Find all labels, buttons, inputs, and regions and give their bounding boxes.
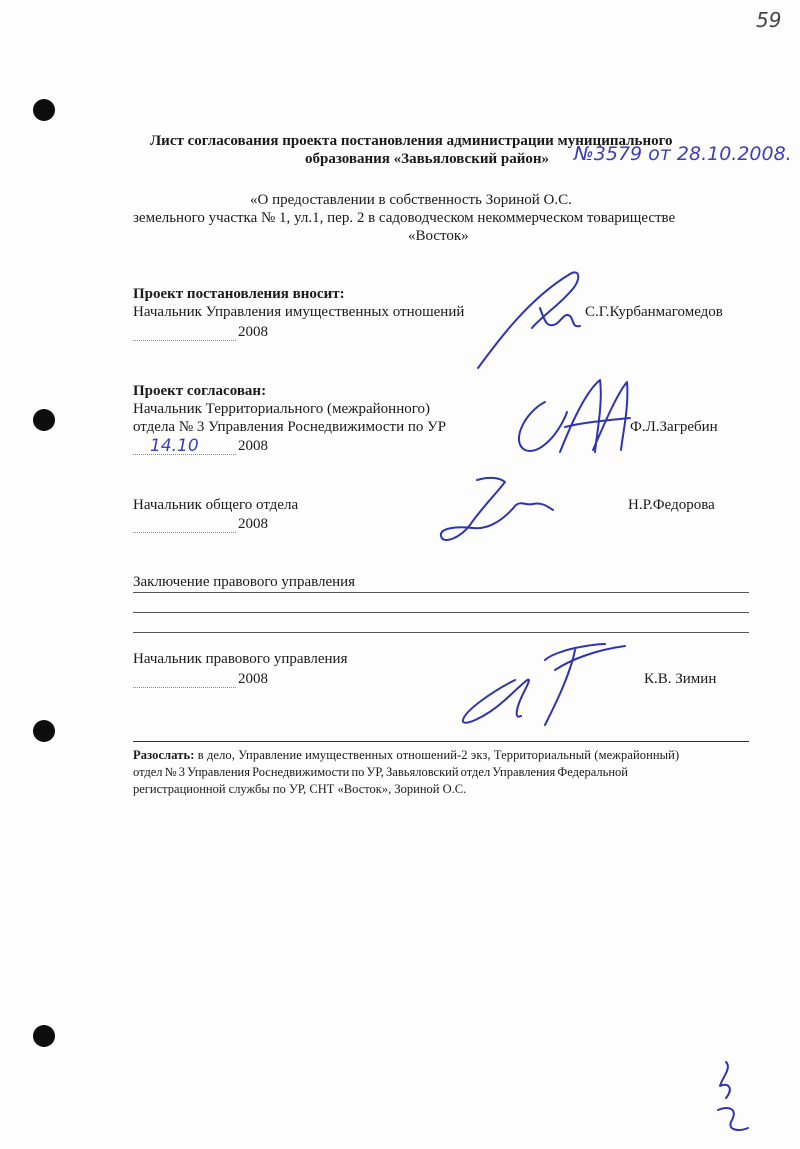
binder-hole bbox=[33, 1025, 55, 1047]
conclusion-line bbox=[133, 592, 749, 593]
legal-conclusion-label: Заключение правового управления bbox=[133, 574, 356, 590]
distribution-label: Разослать: bbox=[133, 748, 195, 762]
binder-hole bbox=[33, 409, 55, 431]
date-blank bbox=[133, 687, 236, 688]
separator bbox=[133, 741, 749, 742]
binder-hole bbox=[33, 99, 55, 121]
approver-position-line-1: Начальник Территориального (межрайонного) bbox=[133, 401, 430, 417]
subject-line-2: земельного участка № 1, ул.1, пер. 2 в садоводческом некоммерческом товариществе bbox=[133, 210, 676, 226]
introducer-name: С.Г.Курбанмагомедов bbox=[585, 304, 723, 320]
title-line-1: Лист согласования проекта постановления администрации муниципального bbox=[150, 133, 673, 149]
conclusion-line bbox=[133, 612, 749, 613]
legal-head-name: К.В. Зимин bbox=[644, 671, 717, 687]
approver-year: 2008 bbox=[238, 438, 268, 454]
distribution-text-1: в дело, Управление имущественных отношений-2 экз, Территориальный (межрайонный) bbox=[197, 748, 680, 762]
subject-line-1: «О предоставлении в собственность Зориной О.С. bbox=[250, 192, 572, 208]
introducer-year: 2008 bbox=[238, 324, 268, 340]
general-dept-year: 2008 bbox=[238, 516, 268, 532]
distribution-line-2: отдел № 3 Управления Роснедвижимости по УР, Завьяловский отдел Управления Федеральной bbox=[133, 765, 628, 779]
date-blank bbox=[133, 532, 236, 533]
date-blank bbox=[133, 340, 236, 341]
approver-handwritten-date: 14.10 bbox=[150, 436, 199, 456]
approver-heading: Проект согласован: bbox=[133, 383, 267, 399]
approver-position-line-2: отдела № 3 Управления Роснедвижимости по УР bbox=[133, 419, 447, 435]
signature-approver bbox=[505, 372, 635, 467]
subject-line-3: «Восток» bbox=[408, 228, 469, 244]
distribution-line-3: регистрационной службы по УР, СНТ «Восток», Зориной О.С. bbox=[133, 782, 467, 796]
general-dept-name: Н.Р.Федорова bbox=[628, 497, 715, 513]
signature-legal-head bbox=[455, 640, 635, 735]
legal-head-year: 2008 bbox=[238, 671, 268, 687]
page-number: 59 bbox=[756, 8, 782, 32]
general-dept-position: Начальник общего отдела bbox=[133, 497, 299, 513]
signature-introducer bbox=[470, 268, 590, 383]
handwritten-document-number: №3579 от 28.10.2008. bbox=[574, 143, 792, 165]
binder-hole bbox=[33, 720, 55, 742]
conclusion-line bbox=[133, 632, 749, 633]
approver-name: Ф.Л.Загребин bbox=[630, 419, 718, 435]
introducer-heading: Проект постановления вносит: bbox=[133, 286, 345, 302]
introducer-position: Начальник Управления имущественных отношений bbox=[133, 304, 465, 320]
handwritten-mark bbox=[708, 1058, 758, 1143]
legal-head-position: Начальник правового управления bbox=[133, 651, 348, 667]
distribution-line-1 bbox=[133, 748, 679, 763]
title-line-2: образования «Завьяловский район» bbox=[305, 151, 550, 167]
signature-general-dept bbox=[435, 470, 555, 555]
